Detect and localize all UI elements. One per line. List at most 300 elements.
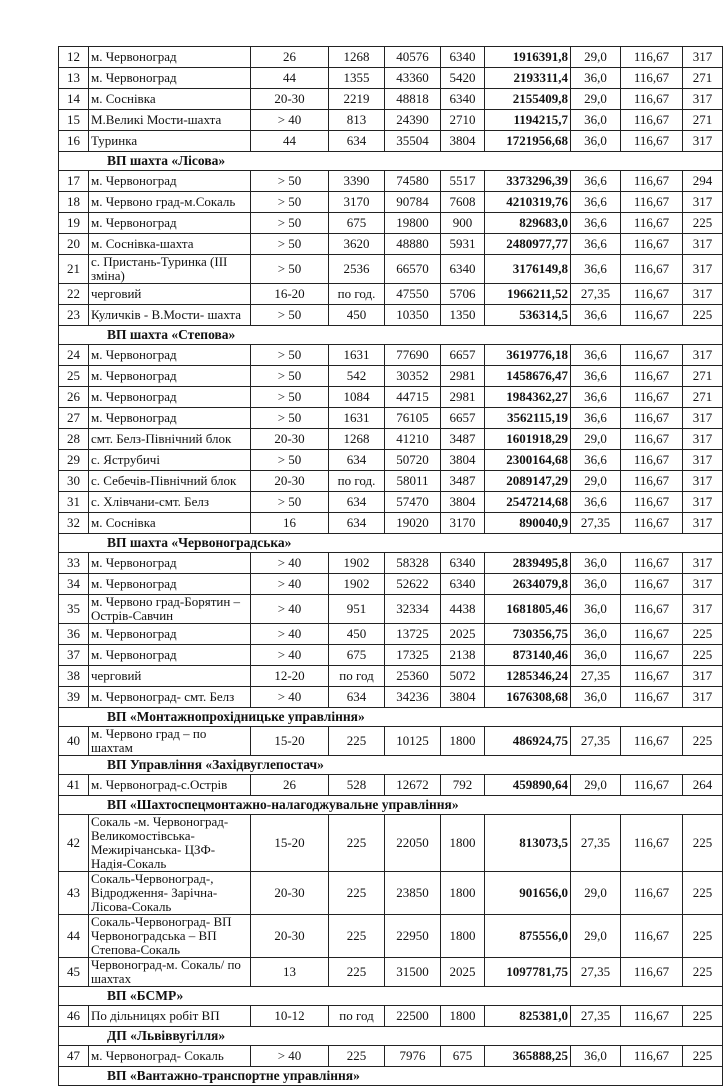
distance-cell: > 40 [251,110,329,131]
days-cell: 225 [683,624,723,645]
passengers-cell: 29,0 [571,47,621,68]
trips-cell: 1631 [329,345,385,366]
trips-cell: 450 [329,305,385,326]
distance-cell: 26 [251,775,329,796]
row-number-cell: 24 [59,345,89,366]
kilometres-cell: 10350 [385,305,441,326]
row-number-cell: 40 [59,727,89,756]
route-name-cell: м. Соснівка [89,513,251,534]
passengers-cell: 27,35 [571,958,621,987]
kilometres-cell: 58011 [385,471,441,492]
hours-cell: 4438 [441,595,485,624]
days-cell: 225 [683,645,723,666]
section-title: ВП шахта «Лісова» [59,152,723,171]
route-name-cell: Туринка [89,131,251,152]
passengers-cell: 27,35 [571,1006,621,1027]
trips-cell: 675 [329,213,385,234]
days-cell: 225 [683,872,723,915]
trips-cell: 3620 [329,234,385,255]
kilometres-cell: 17325 [385,645,441,666]
hours-cell: 6340 [441,89,485,110]
passengers-cell: 36,6 [571,387,621,408]
trips-cell: по год. [329,471,385,492]
passengers-cell: 27,35 [571,666,621,687]
row-number-cell: 47 [59,1046,89,1067]
distance-cell: > 50 [251,234,329,255]
table-row [59,1006,723,1027]
trips-cell: 225 [329,915,385,958]
passengers-cell: 36,0 [571,595,621,624]
days-cell: 271 [683,110,723,131]
hours-cell: 2138 [441,645,485,666]
hours-cell: 5072 [441,666,485,687]
trips-cell: по год [329,1006,385,1027]
kilometres-cell: 22950 [385,915,441,958]
row-number-cell: 20 [59,234,89,255]
row-number-cell: 41 [59,775,89,796]
distance-cell: > 50 [251,408,329,429]
rate-cell: 116,67 [621,366,683,387]
hours-cell: 6657 [441,345,485,366]
passengers-cell: 29,0 [571,471,621,492]
distance-cell: > 50 [251,255,329,284]
row-number-cell: 27 [59,408,89,429]
table-row [59,47,723,68]
passengers-cell: 36,6 [571,213,621,234]
table-row [59,429,723,450]
rate-cell: 116,67 [621,345,683,366]
distance-cell: 20-30 [251,89,329,110]
cost-cell: 2547214,68 [485,492,571,513]
rate-cell: 116,67 [621,666,683,687]
passengers-cell: 29,0 [571,429,621,450]
hours-cell: 2025 [441,958,485,987]
hours-cell: 900 [441,213,485,234]
trips-cell: 225 [329,727,385,756]
hours-cell: 792 [441,775,485,796]
passengers-cell: 36,0 [571,1046,621,1067]
kilometres-cell: 32334 [385,595,441,624]
distance-cell: > 50 [251,387,329,408]
trips-cell: 225 [329,1046,385,1067]
row-number-cell: 12 [59,47,89,68]
rate-cell: 116,67 [621,553,683,574]
passengers-cell: 36,0 [571,68,621,89]
row-number-cell: 26 [59,387,89,408]
table-row [59,666,723,687]
days-cell: 294 [683,171,723,192]
days-cell: 264 [683,775,723,796]
row-number-cell: 15 [59,110,89,131]
trips-cell: 634 [329,687,385,708]
route-name-cell: Сокаль-Червоноград- ВП Червоноградська – ВП Степова-Сокаль [89,915,251,958]
hours-cell: 2981 [441,387,485,408]
kilometres-cell: 19020 [385,513,441,534]
distance-cell: 15-20 [251,815,329,872]
table-row [59,687,723,708]
cost-cell: 3619776,18 [485,345,571,366]
trips-cell: 634 [329,450,385,471]
passengers-cell: 36,0 [571,131,621,152]
passengers-cell: 27,35 [571,727,621,756]
table-row [59,958,723,987]
kilometres-cell: 57470 [385,492,441,513]
rate-cell: 116,67 [621,131,683,152]
kilometres-cell: 23850 [385,872,441,915]
days-cell: 317 [683,492,723,513]
rate-cell: 116,67 [621,815,683,872]
route-name-cell: смт. Белз-Північний блок [89,429,251,450]
passengers-cell: 36,6 [571,345,621,366]
passengers-cell: 27,35 [571,513,621,534]
row-number-cell: 23 [59,305,89,326]
document-page [58,46,713,1086]
section-title: ВП «Вантажно-транспортне управління» [59,1067,723,1086]
kilometres-cell: 10125 [385,727,441,756]
row-number-cell: 35 [59,595,89,624]
rate-cell: 116,67 [621,450,683,471]
route-name-cell: м. Червоно град-Борятин – Острів-Савчин [89,595,251,624]
days-cell: 317 [683,553,723,574]
kilometres-cell: 90784 [385,192,441,213]
table-row [59,513,723,534]
route-name-cell: м. Червоно град-м.Сокаль [89,192,251,213]
section-title: ВП шахта «Червоноградська» [59,534,723,553]
cost-cell: 730356,75 [485,624,571,645]
kilometres-cell: 48880 [385,234,441,255]
cost-cell: 1676308,68 [485,687,571,708]
trips-cell: 1902 [329,553,385,574]
kilometres-cell: 43360 [385,68,441,89]
kilometres-cell: 58328 [385,553,441,574]
passengers-cell: 36,6 [571,305,621,326]
trips-cell: 951 [329,595,385,624]
table-row [59,110,723,131]
rate-cell: 116,67 [621,775,683,796]
distance-cell: > 50 [251,492,329,513]
distance-cell: 16 [251,513,329,534]
rate-cell: 116,67 [621,408,683,429]
kilometres-cell: 40576 [385,47,441,68]
distance-cell: > 40 [251,624,329,645]
kilometres-cell: 22500 [385,1006,441,1027]
kilometres-cell: 74580 [385,171,441,192]
passengers-cell: 36,0 [571,687,621,708]
passengers-cell: 36,6 [571,255,621,284]
row-number-cell: 21 [59,255,89,284]
distance-cell: > 50 [251,213,329,234]
kilometres-cell: 25360 [385,666,441,687]
cost-cell: 1721956,68 [485,131,571,152]
route-name-cell: Куличків - В.Мости- шахта [89,305,251,326]
route-name-cell: м. Червоноград [89,47,251,68]
rate-cell: 116,67 [621,171,683,192]
hours-cell: 5517 [441,171,485,192]
rate-cell: 116,67 [621,1046,683,1067]
cost-cell: 1194215,7 [485,110,571,131]
table-row [59,171,723,192]
cost-cell: 1285346,24 [485,666,571,687]
distance-cell: 13 [251,958,329,987]
trips-cell: 1084 [329,387,385,408]
distance-cell: > 40 [251,595,329,624]
section-title: ВП Управління «Західвуглепостач» [59,756,723,775]
table-row [59,915,723,958]
cost-cell: 2193311,4 [485,68,571,89]
hours-cell: 2981 [441,366,485,387]
rate-cell: 116,67 [621,958,683,987]
days-cell: 317 [683,89,723,110]
rate-cell: 116,67 [621,574,683,595]
row-number-cell: 31 [59,492,89,513]
route-name-cell: м. Червоноград [89,366,251,387]
rate-cell: 116,67 [621,624,683,645]
hours-cell: 1800 [441,915,485,958]
passengers-cell: 36,0 [571,645,621,666]
days-cell: 317 [683,408,723,429]
kilometres-cell: 52622 [385,574,441,595]
days-cell: 225 [683,213,723,234]
days-cell: 225 [683,958,723,987]
days-cell: 225 [683,1046,723,1067]
days-cell: 317 [683,255,723,284]
kilometres-cell: 13725 [385,624,441,645]
trips-cell: 1631 [329,408,385,429]
hours-cell: 6340 [441,255,485,284]
trips-cell: 450 [329,624,385,645]
hours-cell: 3170 [441,513,485,534]
route-name-cell: с. Хлівчани-смт. Белз [89,492,251,513]
hours-cell: 3804 [441,450,485,471]
distance-cell: 20-30 [251,429,329,450]
kilometres-cell: 19800 [385,213,441,234]
route-name-cell: м. Червоноград [89,574,251,595]
cost-cell: 813073,5 [485,815,571,872]
section-header-row [59,756,723,775]
days-cell: 317 [683,131,723,152]
cost-cell: 2839495,8 [485,553,571,574]
hours-cell: 1800 [441,872,485,915]
trips-cell: по год [329,666,385,687]
hours-cell: 7608 [441,192,485,213]
table-row [59,727,723,756]
trips-cell: 813 [329,110,385,131]
trips-cell: 3390 [329,171,385,192]
kilometres-cell: 41210 [385,429,441,450]
route-name-cell: м. Червоноград [89,387,251,408]
trips-cell: 528 [329,775,385,796]
hours-cell: 5706 [441,284,485,305]
hours-cell: 3487 [441,471,485,492]
row-number-cell: 13 [59,68,89,89]
distance-cell: 15-20 [251,727,329,756]
cost-cell: 1966211,52 [485,284,571,305]
passengers-cell: 27,35 [571,815,621,872]
distance-cell: > 40 [251,687,329,708]
trips-cell: 225 [329,958,385,987]
route-name-cell: м. Червоноград-с.Острів [89,775,251,796]
kilometres-cell: 76105 [385,408,441,429]
passengers-cell: 36,6 [571,492,621,513]
cost-cell: 459890,64 [485,775,571,796]
days-cell: 225 [683,915,723,958]
distance-cell: > 50 [251,192,329,213]
section-title: ВП «Монтажнопрохідницьке управління» [59,708,723,727]
hours-cell: 6340 [441,553,485,574]
rate-cell: 116,67 [621,687,683,708]
rate-cell: 116,67 [621,513,683,534]
kilometres-cell: 47550 [385,284,441,305]
kilometres-cell: 22050 [385,815,441,872]
kilometres-cell: 30352 [385,366,441,387]
days-cell: 317 [683,234,723,255]
route-name-cell: м. Червоноград [89,345,251,366]
kilometres-cell: 31500 [385,958,441,987]
table-row [59,213,723,234]
table-row [59,408,723,429]
section-header-row [59,326,723,345]
hours-cell: 3804 [441,687,485,708]
hours-cell: 5931 [441,234,485,255]
cost-cell: 3373296,39 [485,171,571,192]
row-number-cell: 22 [59,284,89,305]
section-header-row [59,534,723,553]
trips-cell: 1902 [329,574,385,595]
row-number-cell: 36 [59,624,89,645]
route-name-cell: м. Червоноград- Сокаль [89,1046,251,1067]
trips-cell: 225 [329,872,385,915]
route-name-cell: м. Червоноград [89,408,251,429]
rate-cell: 116,67 [621,727,683,756]
trips-cell: 1268 [329,429,385,450]
passengers-cell: 36,6 [571,366,621,387]
passengers-cell: 29,0 [571,775,621,796]
passengers-cell: 36,6 [571,171,621,192]
section-header-row [59,1067,723,1086]
days-cell: 317 [683,595,723,624]
cost-cell: 1681805,46 [485,595,571,624]
table-row [59,284,723,305]
hours-cell: 675 [441,1046,485,1067]
row-number-cell: 37 [59,645,89,666]
days-cell: 317 [683,192,723,213]
table-row [59,872,723,915]
route-name-cell: По дільницях робіт ВП [89,1006,251,1027]
trips-cell: 1268 [329,47,385,68]
route-name-cell: черговий [89,666,251,687]
passengers-cell: 36,6 [571,234,621,255]
cost-cell: 829683,0 [485,213,571,234]
trips-cell: 225 [329,815,385,872]
route-name-cell: м. Червоно град – по шахтам [89,727,251,756]
rate-cell: 116,67 [621,1006,683,1027]
passengers-cell: 27,35 [571,284,621,305]
cost-cell: 1097781,75 [485,958,571,987]
row-number-cell: 38 [59,666,89,687]
row-number-cell: 25 [59,366,89,387]
hours-cell: 3804 [441,131,485,152]
route-name-cell: с. Пристань-Туринка (ІІІ зміна) [89,255,251,284]
table-row [59,775,723,796]
cost-cell: 873140,46 [485,645,571,666]
days-cell: 317 [683,284,723,305]
section-title: ВП «Шахтоспецмонтажно-налагоджувальне управління» [59,796,723,815]
distance-cell: 44 [251,68,329,89]
days-cell: 271 [683,68,723,89]
route-name-cell: м. Червоноград [89,171,251,192]
days-cell: 317 [683,574,723,595]
hours-cell: 2710 [441,110,485,131]
cost-cell: 3562115,19 [485,408,571,429]
kilometres-cell: 44715 [385,387,441,408]
route-name-cell: Сокаль-Червоноград-, Відродження- Зарічна-Лісова-Сокаль [89,872,251,915]
table-row [59,255,723,284]
cost-cell: 1458676,47 [485,366,571,387]
route-name-cell: м. Червоноград [89,68,251,89]
passengers-cell: 36,0 [571,110,621,131]
route-name-cell: черговий [89,284,251,305]
rate-cell: 116,67 [621,387,683,408]
passengers-cell: 36,0 [571,553,621,574]
rate-cell: 116,67 [621,47,683,68]
row-number-cell: 44 [59,915,89,958]
row-number-cell: 33 [59,553,89,574]
rate-cell: 116,67 [621,234,683,255]
cost-cell: 2089147,29 [485,471,571,492]
passengers-cell: 36,6 [571,450,621,471]
table-row [59,1046,723,1067]
row-number-cell: 46 [59,1006,89,1027]
row-number-cell: 16 [59,131,89,152]
route-name-cell: м. Червоноград [89,645,251,666]
rate-cell: 116,67 [621,213,683,234]
rate-cell: 116,67 [621,429,683,450]
cost-cell: 2480977,77 [485,234,571,255]
table-row [59,471,723,492]
cost-cell: 875556,0 [485,915,571,958]
row-number-cell: 43 [59,872,89,915]
passengers-cell: 36,6 [571,192,621,213]
rate-cell: 116,67 [621,915,683,958]
cost-cell: 365888,25 [485,1046,571,1067]
table-row [59,89,723,110]
distance-cell: > 40 [251,645,329,666]
section-header-row [59,987,723,1006]
cost-cell: 901656,0 [485,872,571,915]
cost-cell: 2155409,8 [485,89,571,110]
distance-cell: > 40 [251,1046,329,1067]
trips-cell: по год. [329,284,385,305]
hours-cell: 6340 [441,47,485,68]
distance-cell: > 50 [251,345,329,366]
row-number-cell: 17 [59,171,89,192]
distance-cell: > 40 [251,574,329,595]
cost-cell: 1916391,8 [485,47,571,68]
kilometres-cell: 48818 [385,89,441,110]
distance-cell: 20-30 [251,471,329,492]
table-row [59,492,723,513]
days-cell: 317 [683,47,723,68]
table-row [59,305,723,326]
rate-cell: 116,67 [621,284,683,305]
passengers-cell: 29,0 [571,872,621,915]
table-row [59,553,723,574]
table-row [59,234,723,255]
distance-cell: 44 [251,131,329,152]
row-number-cell: 45 [59,958,89,987]
kilometres-cell: 77690 [385,345,441,366]
days-cell: 317 [683,429,723,450]
